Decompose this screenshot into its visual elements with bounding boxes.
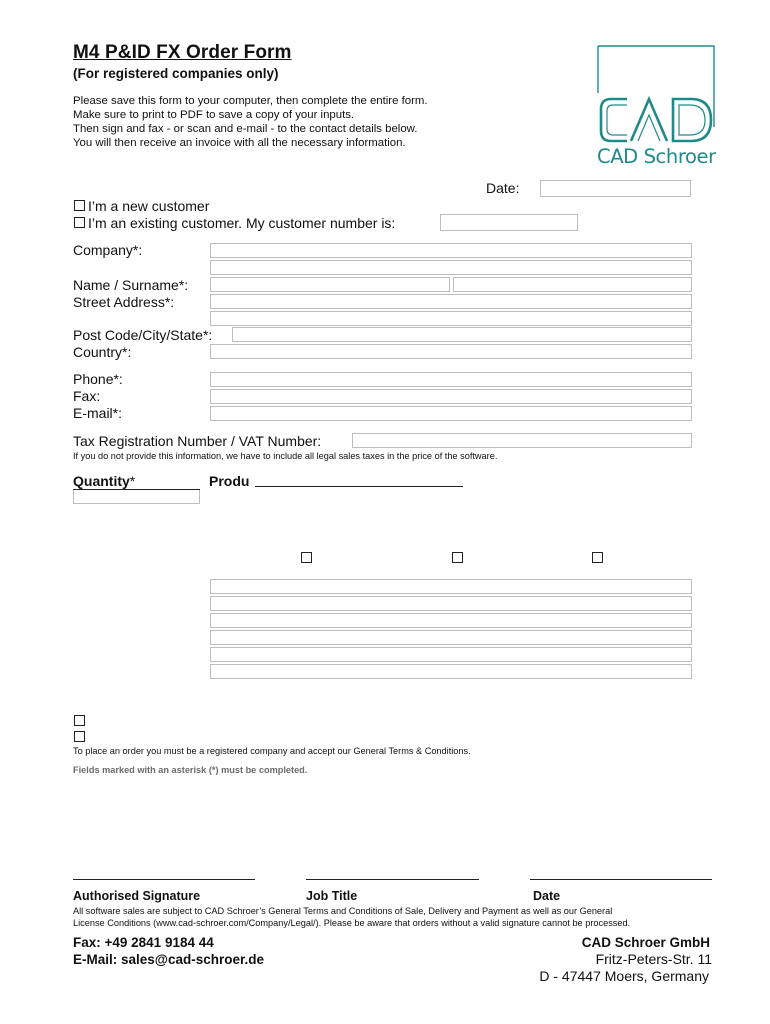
product-option-checkbox[interactable] [592, 552, 603, 563]
intro-line: You will then receive an invoice with all the necessary information. [73, 137, 406, 149]
tax-label: Tax Registration Number / VAT Number: [73, 433, 322, 449]
date-field[interactable] [540, 180, 691, 197]
product-detail-field[interactable] [210, 596, 692, 611]
acceptance-checkbox[interactable] [74, 731, 85, 742]
street-label: Street Address*: [73, 294, 175, 310]
fax-label: Fax: [73, 388, 101, 404]
country-field[interactable] [210, 344, 692, 359]
company-name: CAD Schroer GmbH [581, 935, 710, 950]
email-contact: E-Mail: sales@cad-schroer.de [73, 952, 264, 967]
intro-text [73, 94, 428, 150]
company-city: D - 47447 Moers, Germany [539, 968, 709, 984]
job-title-label: Job Title [306, 889, 358, 903]
new-customer-checkbox[interactable] [74, 200, 85, 211]
existing-customer-checkbox[interactable] [74, 217, 85, 228]
postcode-city-state-field[interactable] [232, 327, 692, 342]
name-label: Name / Surname*: [73, 277, 189, 293]
phone-label: Phone*: [73, 371, 123, 387]
intro-line: Make sure to print to PDF to save a copy of your inputs. [73, 109, 355, 121]
date-signature-line [530, 879, 712, 880]
company-field[interactable] [210, 243, 692, 258]
email-label: E-mail*: [73, 405, 123, 421]
terms-line: All software sales are subject to CAD Schroer’s General Terms and Conditions of Sale, Delivery and Payment as well as our General [73, 906, 613, 916]
country-label: Country*: [73, 344, 132, 360]
quantity-heading [73, 473, 135, 489]
street-field-line2[interactable] [210, 311, 692, 326]
asterisk-note: Fields marked with an asterisk (*) must be completed. [73, 765, 308, 775]
product-label: Produ [209, 473, 250, 489]
postcode-label: Post Code/City/State*: [73, 327, 213, 343]
customer-number-field[interactable] [440, 214, 578, 231]
terms-line: License Conditions (www.cad-schroer.com/Company/Legal/). Please be aware that orders without a valid signature cannot be processed. [73, 918, 631, 928]
product-detail-field[interactable] [210, 613, 692, 628]
product-detail-field[interactable] [210, 630, 692, 645]
date-label: Date: [486, 180, 520, 196]
intro-line: Please save this form to your computer, then complete the entire form. [73, 95, 428, 107]
quantity-asterisk: * [129, 473, 136, 489]
fax-contact: Fax: +49 2841 9184 44 [73, 935, 214, 950]
product-detail-field[interactable] [210, 647, 692, 662]
product-option-checkbox[interactable] [301, 552, 312, 563]
quantity-label: Quantity [73, 473, 130, 489]
product-underline [255, 486, 463, 487]
tax-number-field[interactable] [352, 433, 692, 448]
logo-name: CAD Schroer [597, 145, 716, 168]
first-name-field[interactable] [210, 277, 450, 292]
new-customer-label: I’m a new customer [88, 198, 210, 214]
company-label: Company*: [73, 242, 143, 258]
phone-field[interactable] [210, 372, 692, 387]
fax-field[interactable] [210, 389, 692, 404]
terms-text [73, 905, 630, 929]
product-detail-field[interactable] [210, 579, 692, 594]
company-street: Fritz-Peters-Str. 11 [595, 951, 712, 967]
registered-company-note: To place an order you must be a registered company and accept our General Terms & Conditions. [73, 746, 471, 756]
acceptance-checkbox[interactable] [74, 715, 85, 726]
email-field[interactable] [210, 406, 692, 421]
quantity-field[interactable] [73, 490, 200, 504]
product-option-checkbox[interactable] [452, 552, 463, 563]
surname-field[interactable] [453, 277, 692, 292]
signature-line [73, 879, 255, 880]
street-field[interactable] [210, 294, 692, 309]
signature-label: Authorised Signature [73, 889, 201, 903]
form-title: M4 P&ID FX Order Form [73, 42, 292, 63]
tax-note: If you do not provide this information, we have to include all legal sales taxes in the price of the software. [73, 451, 498, 461]
signature-date-label: Date [533, 889, 561, 903]
product-detail-field[interactable] [210, 664, 692, 679]
company-field-line2[interactable] [210, 260, 692, 275]
job-title-line [306, 879, 479, 880]
existing-customer-label: I’m an existing customer. My customer number is: [88, 215, 396, 231]
intro-line: Then sign and fax - or scan and e-mail - to the contact details below. [73, 123, 418, 135]
form-subtitle: (For registered companies only) [73, 66, 279, 81]
